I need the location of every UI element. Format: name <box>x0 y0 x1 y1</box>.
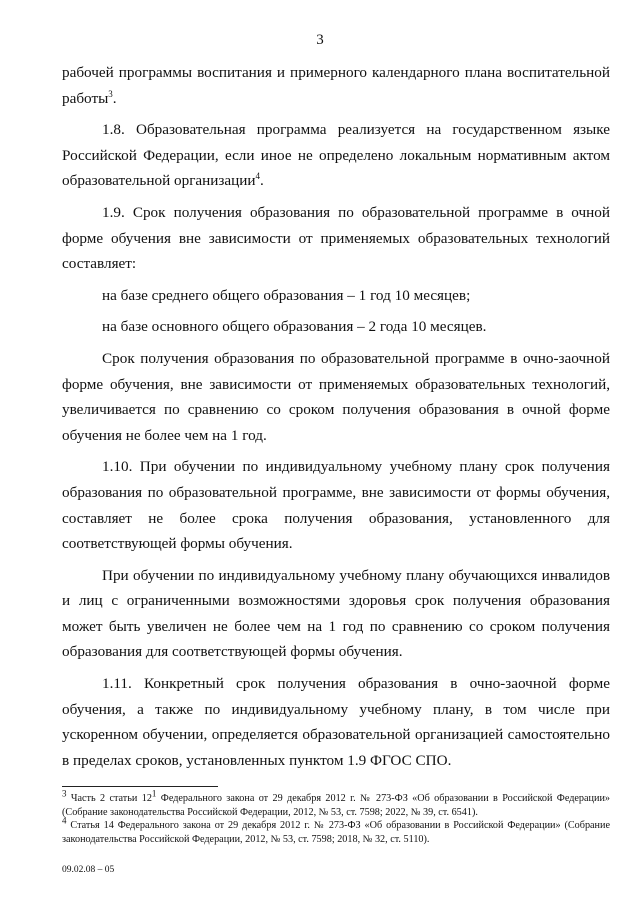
footnote-divider <box>62 786 218 787</box>
list-item-secondary: на базе среднего общего образования – 1 год 10 месяцев; <box>102 286 471 304</box>
paragraph-1-8 <box>62 117 610 194</box>
footnote-ref[interactable]: 4 <box>255 171 261 182</box>
footnote-superscript: 1 <box>151 788 157 799</box>
paragraph-text: 1.8. Образовательная программа реализуется на государственном языке Российской Федерации, если иное не определено локальным нормативным актом образовательной организации <box>62 121 610 190</box>
footnote-text: Федерального закона от 29 декабря 2012 г. № 273-ФЗ «Об образовании в Российской Федерации» (Собрание законодательства Российской Федерации, 2012, № 53, ст. 7598; 2022, № 39, ст. 6541). <box>62 793 610 818</box>
document-code: 09.02.08 – 05 <box>62 865 115 875</box>
footnote-ref[interactable]: 3 <box>108 88 113 99</box>
paragraph-continuation <box>62 60 610 111</box>
paragraph-disabled-students: При обучении по индивидуальному учебному плану обучающихся инвалидов и лиц с ограниченными возможностями здоровья срок получения образования может быть увеличен не более чем на 1 год по сравнению со сроком получения образования для соответствующей формы обучения. <box>62 566 610 661</box>
page-number: 3 <box>316 32 324 48</box>
footnote-4 <box>62 815 610 846</box>
footnote-mark: 3 <box>62 788 67 799</box>
paragraph-text: рабочей программы воспитания и примерного календарного плана воспитательной работы <box>62 64 610 107</box>
document-body <box>62 60 610 779</box>
paragraph-end: . <box>260 172 264 190</box>
list-item-basic: на базе основного общего образования – 2 года 10 месяцев. <box>102 318 487 336</box>
paragraph-part-time: Срок получения образования по образовательной программе в очно-заочной форме обучения, вне зависимости от применяемых образовательных технологий, увеличивается по сравнению со сроком получения образования в очной форме обучения не более чем на 1 год. <box>62 349 610 444</box>
paragraph-1-11: 1.11. Конкретный срок получения образования в очно-заочной форме обучения, а также по индивидуальному учебному плану, в том числе при ускоренном обучении, определяется образовательной организацией самостоятельно в пределах сроков, установленных пунктом 1.9 ФГОС СПО. <box>62 675 610 769</box>
paragraph-1-9: 1.9. Срок получения образования по образовательной программе в очной форме обучения вне зависимости от применяемых образовательных технологий составляет: <box>62 203 610 273</box>
footnote-text: Часть 2 статьи 12 <box>66 793 152 804</box>
footnote-mark: 4 <box>62 815 67 826</box>
footnote-3 <box>62 788 610 819</box>
footnote-text: Статья 14 Федерального закона от 29 декабря 2012 г. № 273-ФЗ «Об образовании в Российской Федерации» (Собрание законодательства Российской Федерации, 2012, № 53, ст. 7598; 2018, № 32, ст. 5110). <box>62 820 610 845</box>
footnotes <box>62 788 610 846</box>
paragraph-end: . <box>112 89 117 107</box>
paragraph-1-10: 1.10. При обучении по индивидуальному учебному плану срок получения образования по образовательной программе, вне зависимости от формы обучения, составляет не более срока получения образования, установленного для соответствующей формы обучения. <box>62 458 610 553</box>
